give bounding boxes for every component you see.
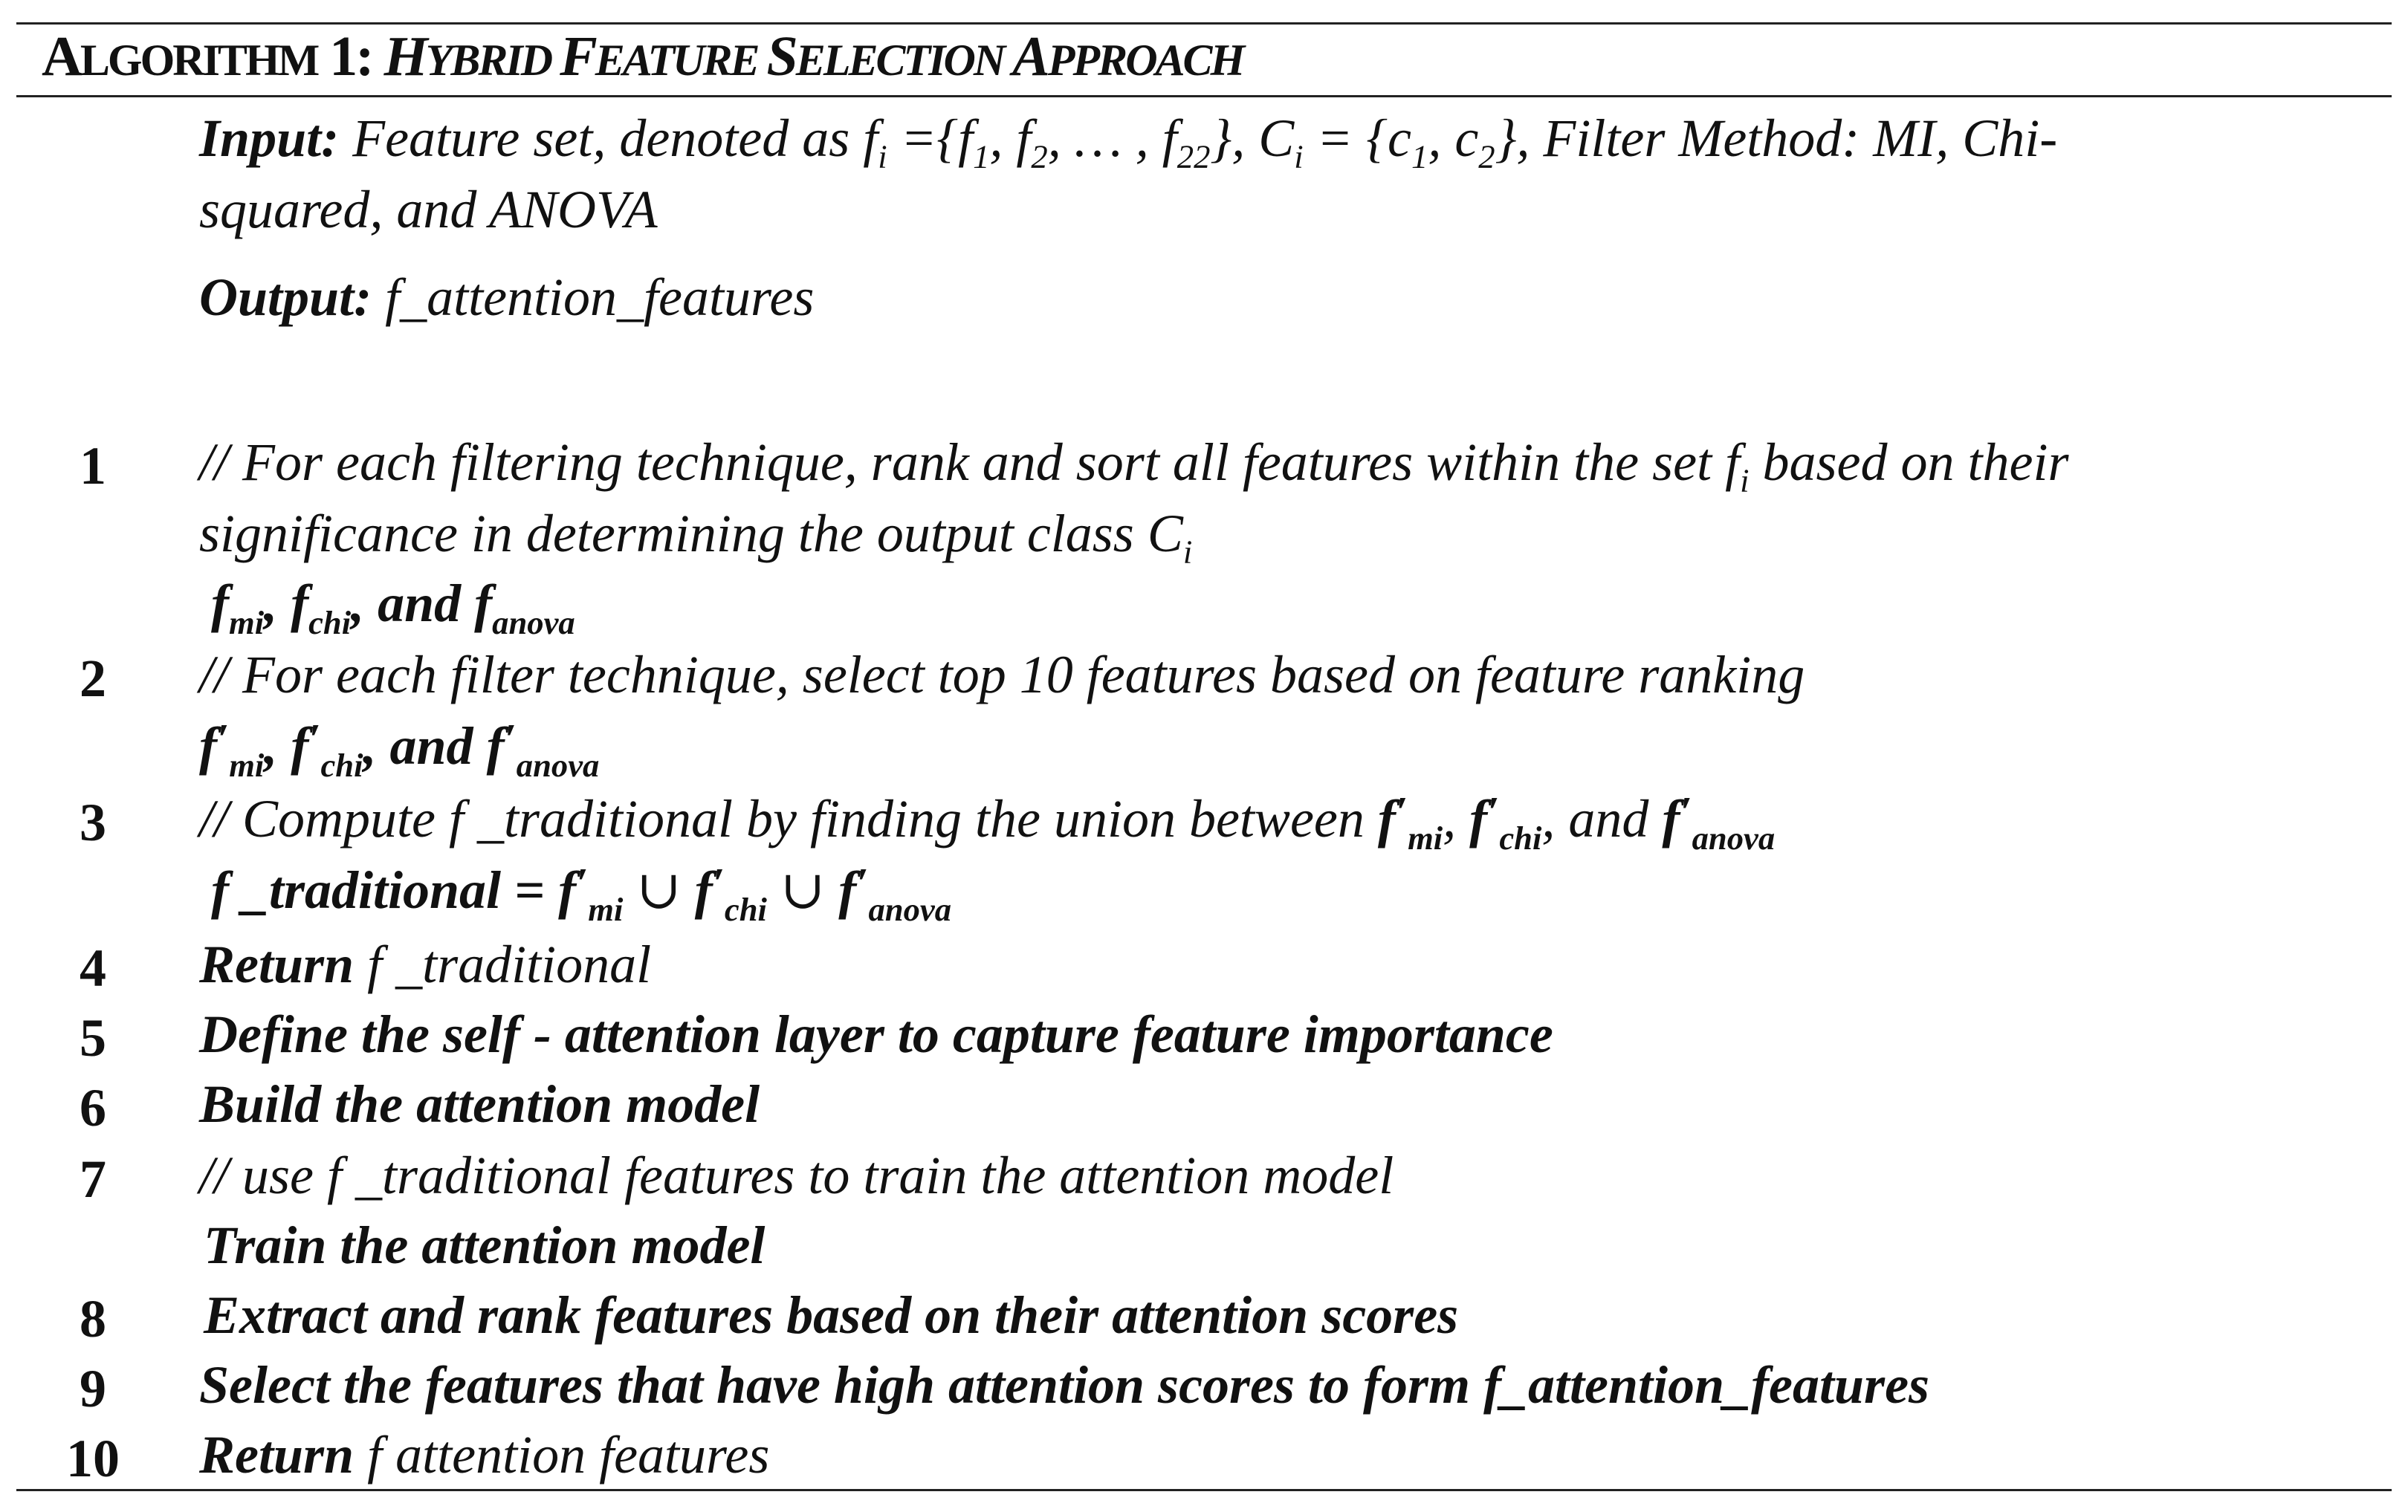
- math-subscript: mi: [229, 746, 265, 784]
- title-smallcaps: ELECTION: [795, 36, 1013, 85]
- step-number: 2: [80, 649, 106, 708]
- step-1-line-2: [199, 504, 1193, 571]
- step-3-line-2: [211, 860, 952, 928]
- math-subscript: mi: [1408, 819, 1443, 857]
- step-number: 7: [80, 1149, 106, 1209]
- math-subscript: i: [1294, 137, 1304, 175]
- math-subscript: 1: [973, 137, 990, 175]
- math-symbol: f: [291, 574, 309, 633]
- math-subscript: anova: [516, 746, 600, 784]
- prime-mark: ′: [1487, 788, 1500, 836]
- step-keyword: Return: [199, 1425, 355, 1485]
- math-symbol: C: [1258, 108, 1295, 168]
- math-symbol: f: [1016, 108, 1032, 168]
- title-letter: H: [383, 25, 426, 88]
- output-line: [199, 267, 815, 327]
- math-symbol: f: [863, 108, 878, 168]
- math-subscript: 22: [1177, 137, 1211, 175]
- input-text: Feature set, denoted as: [339, 108, 864, 168]
- math-subscript: chi: [320, 746, 363, 784]
- step-text: f _traditional =: [211, 860, 559, 920]
- input-text: ,: [989, 108, 1017, 168]
- prime-mark: ′: [712, 860, 725, 907]
- union-symbol: ∪: [623, 860, 695, 920]
- step-3-line-1: [199, 788, 1776, 857]
- math-subscript: anova: [492, 603, 575, 641]
- prime-mark: ′: [856, 860, 869, 907]
- title-rule: [16, 95, 2392, 97]
- input-label: Input:: [199, 108, 340, 168]
- title-letter: A: [1012, 25, 1048, 88]
- step-9-line: Select the features that have high attention scores to form f_attention_features: [199, 1355, 1930, 1415]
- math-symbol: f: [1377, 789, 1396, 849]
- title-letter: A: [42, 25, 80, 88]
- step-text: significance in determining the output class: [199, 504, 1148, 563]
- step-number: 9: [80, 1359, 106, 1418]
- math-symbol: f: [211, 574, 229, 633]
- title-smallcaps: PPROACH: [1047, 36, 1243, 85]
- step-10-line: [199, 1425, 770, 1485]
- step-text: , and: [351, 574, 475, 633]
- math-subscript: i: [1182, 533, 1193, 571]
- math-symbol: f: [1469, 789, 1488, 849]
- step-number: 3: [80, 793, 106, 852]
- step-2-line-2: [199, 716, 600, 784]
- input-text: ={: [887, 108, 959, 168]
- math-symbol: f: [838, 860, 857, 920]
- math-subscript: chi: [724, 890, 767, 928]
- title-number: 1:: [317, 25, 384, 88]
- top-rule: [16, 22, 2392, 25]
- step-text: ,: [264, 716, 291, 776]
- step-7-line-1: // use f _traditional features to train the attention model: [199, 1146, 1394, 1205]
- input-text: },: [1210, 108, 1259, 168]
- step-7-line-2: Train the attention model: [204, 1216, 766, 1275]
- input-text: , … ,: [1047, 108, 1162, 168]
- math-symbol: c: [1388, 108, 1411, 168]
- step-8-line: Extract and rank features based on their attention scores: [204, 1285, 1459, 1345]
- title-letter: S: [766, 25, 796, 88]
- output-label: Output:: [199, 267, 372, 327]
- step-4-line: [199, 935, 652, 994]
- step-text: ,: [1443, 789, 1470, 849]
- output-value: f_attention_features: [372, 267, 815, 327]
- math-symbol: f: [1662, 789, 1680, 849]
- math-subscript: i: [1740, 461, 1750, 499]
- math-symbol: c: [1454, 108, 1479, 168]
- title-letter: F: [560, 25, 595, 88]
- step-text: // For each filtering technique, rank and sort all features within the set: [199, 432, 1726, 492]
- step-text: // For each filter technique, select top 10 features based on feature ranking: [199, 645, 1805, 704]
- prime-mark: ′: [504, 716, 517, 763]
- math-symbol: f: [474, 574, 493, 633]
- step-text: , and: [1541, 789, 1663, 849]
- math-symbol: f: [291, 716, 309, 776]
- math-subscript: anova: [1692, 819, 1776, 857]
- math-symbol: f: [1725, 432, 1741, 492]
- step-number: 6: [80, 1078, 106, 1138]
- input-text: = {: [1303, 108, 1388, 168]
- step-number: 1: [80, 436, 106, 496]
- prime-mark: ′: [308, 716, 321, 763]
- math-symbol: f: [486, 716, 505, 776]
- step-number: 4: [80, 938, 106, 998]
- input-text: }, Filter Method: MI, Chi-: [1495, 108, 2058, 168]
- prime-mark: ′: [216, 716, 230, 763]
- step-text: based on their: [1749, 432, 2069, 492]
- union-symbol: ∪: [766, 860, 839, 920]
- math-symbol: f: [1162, 108, 1177, 168]
- step-1-line-3: [211, 574, 575, 641]
- title-smallcaps: LGORITHM: [80, 36, 318, 85]
- math-symbol: f: [199, 716, 217, 776]
- step-6-line: Build the attention model: [199, 1074, 760, 1134]
- input-line-1: [199, 108, 2058, 175]
- title-smallcaps: YBRID: [425, 36, 560, 85]
- math-symbol: f: [958, 108, 974, 168]
- step-number: 5: [80, 1008, 106, 1068]
- math-subscript: i: [878, 137, 887, 175]
- math-subscript: 2: [1478, 137, 1495, 175]
- step-2-line-1: [199, 645, 1805, 704]
- math-symbol: f: [558, 860, 577, 920]
- step-5-line: Define the self - attention layer to capture feature importance: [199, 1005, 1553, 1064]
- input-line-2: [199, 180, 658, 239]
- step-text: f _traditional: [354, 935, 652, 994]
- step-1-line-1: [199, 432, 2069, 499]
- algorithm-title: [42, 25, 1243, 88]
- math-subscript: chi: [1499, 819, 1542, 857]
- prime-mark: ′: [1680, 788, 1692, 836]
- input-text: squared, and ANOVA: [199, 180, 658, 239]
- step-text: ,: [264, 574, 291, 633]
- math-symbol: f: [694, 860, 713, 920]
- input-text: ,: [1428, 108, 1455, 168]
- math-subscript: 2: [1031, 137, 1048, 175]
- bottom-rule: [16, 1489, 2392, 1491]
- math-subscript: 1: [1411, 137, 1428, 175]
- step-number: 8: [80, 1289, 106, 1349]
- prime-mark: ′: [1395, 788, 1408, 836]
- math-subscript: mi: [588, 890, 624, 928]
- math-subscript: mi: [228, 603, 265, 641]
- title-smallcaps: EATURE: [595, 36, 767, 85]
- math-symbol: C: [1147, 504, 1183, 563]
- step-keyword: Return: [199, 935, 355, 994]
- step-text: // Compute f _traditional by finding the union between: [199, 789, 1378, 849]
- math-subscript: anova: [868, 890, 952, 928]
- step-number: 10: [66, 1429, 120, 1488]
- math-subscript: chi: [308, 603, 352, 641]
- step-text: f attention features: [354, 1425, 770, 1485]
- step-text: , and: [363, 716, 487, 776]
- prime-mark: ′: [576, 860, 589, 907]
